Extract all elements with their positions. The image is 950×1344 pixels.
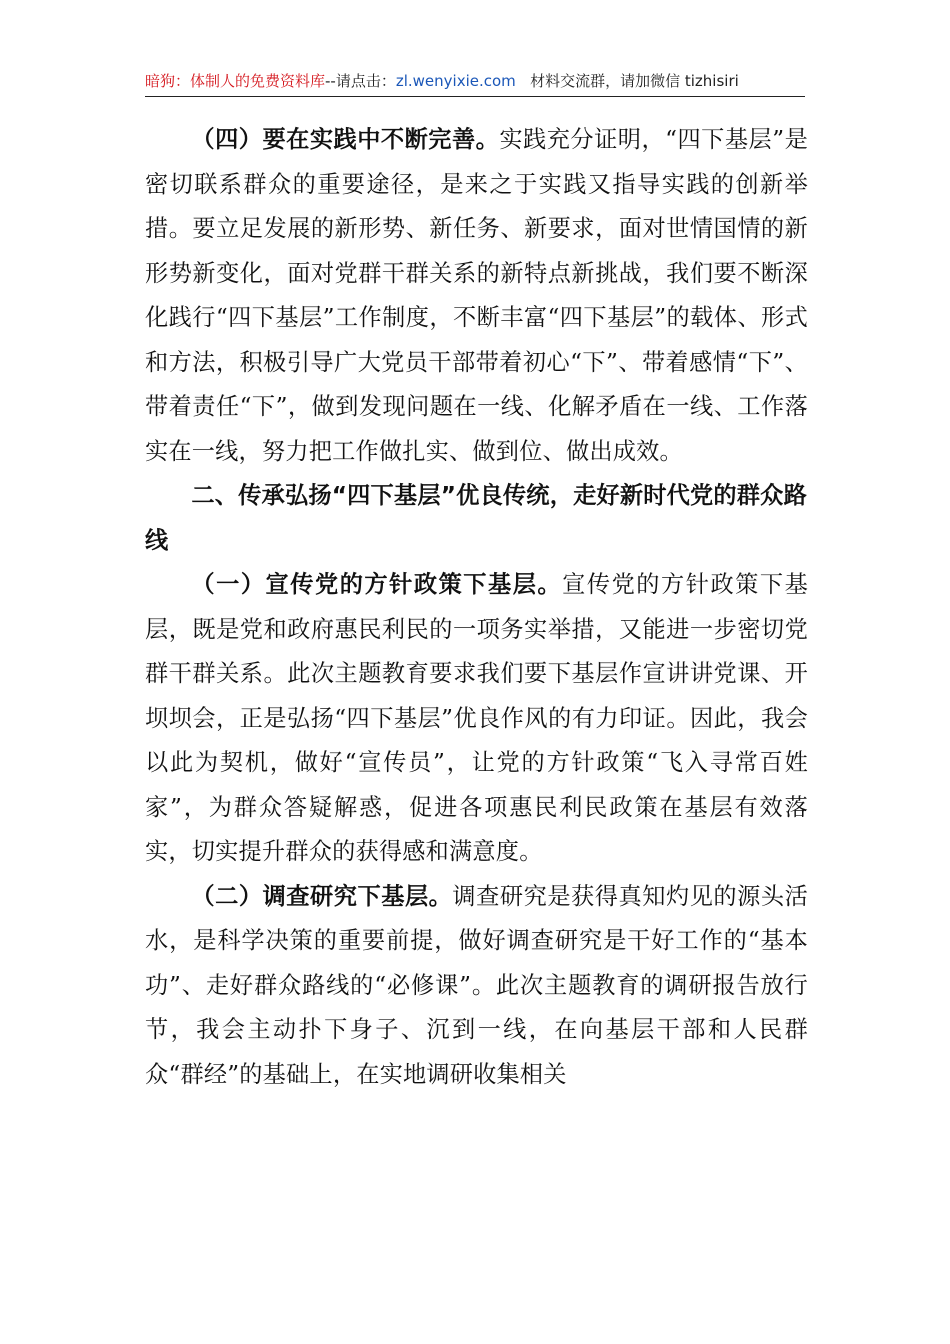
paragraph-investigation-research — [145, 875, 808, 1098]
site-name[interactable]: 暗狗：体制人的免费资料库 — [145, 72, 326, 90]
paragraph-text: 实践充分证明，“四下基层”是密切联系群众的重要途径，是来之于实践又指导实践的创新举措。要立足发展的新形势、新任务、新要求，面对世情国情的新形势新变化，面对党群干群关系的新特点新挑战，我们要不断深化践行“四下基层”工作制度，不断丰富“四下基层”的载体、形式和方法，积极引导广大党员干部带着初心“下”、带着感情“下”、带着责任“下”，做到发现问题在一线、化解矛盾在一线、工作落实在一线，努力把工作做扎实、做到位、做出成效。 — [145, 126, 808, 465]
paragraph-lead: （四）要在实践中不断完善。 — [191, 126, 500, 153]
wechat-note: 材料交流群，请加微信 tizhisiri — [530, 72, 739, 90]
paragraph-perfect-in-practice — [145, 118, 808, 474]
page-header — [145, 66, 805, 97]
document-body — [145, 118, 808, 1097]
section-heading: 二、传承弘扬“四下基层”优良传统，走好新时代党的群众路线 — [145, 482, 807, 554]
click-prompt: --请点击： — [325, 72, 396, 90]
paragraph-text: 宣传党的方针政策下基层，既是党和政府惠民利民的一项务实举措，又能进一步密切党群干群关系。此次主题教育要求我们要下基层作宣讲讲党课、开坝坝会，正是弘扬“四下基层”优良作风的有力印证。因此，我会以此为契机，做好“宣传员”，让党的方针政策“飞入寻常百姓家”，为群众答疑解惑，促进各项惠民利民政策在基层有效落实，切实提升群众的获得感和满意度。 — [145, 571, 809, 865]
paragraph-text: 调查研究是获得真知灼见的源头活水，是科学决策的重要前提，做好调查研究是干好工作的“基本功”、走好群众路线的“必修课”。此次主题教育的调研报告放行节，我会主动扑下身子、沉到一线，在向基层干部和人民群众“群经”的基础上，在实地调研收集相关 — [145, 882, 808, 1088]
site-url-link[interactable]: zl.wenyixie.com — [395, 72, 516, 90]
paragraph-lead: （一）宣传党的方针政策下基层。 — [191, 571, 563, 598]
paragraph-policy-publicity — [145, 563, 808, 875]
paragraph-lead: （二）调查研究下基层。 — [191, 882, 453, 910]
